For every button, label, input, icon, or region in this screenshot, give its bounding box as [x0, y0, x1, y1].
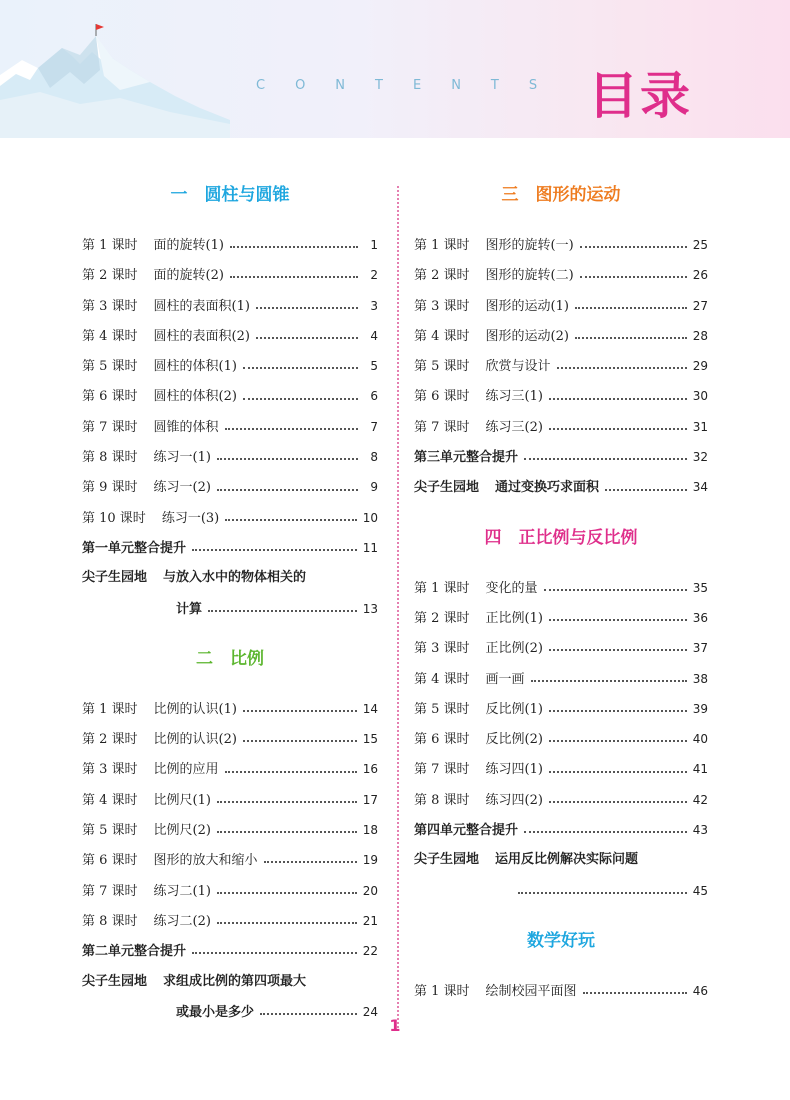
- page-ref: 32: [692, 450, 708, 465]
- unit-title: 一 圆柱与圆锥: [170, 185, 290, 205]
- lesson-name: 比例的应用: [153, 762, 219, 778]
- lesson-label: 第 2 课时: [82, 732, 138, 748]
- lesson-name: 比例的认识(2): [153, 732, 237, 748]
- leader-dots: [256, 337, 358, 339]
- unit-review-entry[interactable]: [82, 936, 378, 966]
- toc-entry[interactable]: [82, 291, 378, 321]
- toc-entry[interactable]: [82, 503, 378, 533]
- lesson-name: 欣赏与设计: [485, 359, 551, 375]
- unit-title: 二 比例: [196, 648, 264, 669]
- lesson-label: 第 8 课时: [414, 792, 470, 808]
- lesson-name: 绘制校园平面图: [485, 983, 577, 999]
- page-ref: 39: [692, 701, 708, 716]
- page-ref: 34: [692, 480, 708, 495]
- lesson-label: 第 7 课时: [82, 883, 138, 899]
- leader-dots: [518, 892, 687, 894]
- leader-dots: [243, 710, 357, 712]
- page-ref: 28: [692, 328, 708, 343]
- toc-entry[interactable]: [414, 724, 708, 754]
- lesson-label: 第 1 课时: [414, 983, 470, 999]
- page-ref: 46: [692, 983, 708, 998]
- snow-mountain-icon: [0, 0, 230, 138]
- lesson-name: 练习一(2): [153, 480, 211, 496]
- page-ref: 17: [362, 792, 378, 807]
- lesson-name: 练习一(1): [153, 450, 211, 466]
- leader-dots: [524, 831, 687, 833]
- toc-entry[interactable]: [414, 412, 708, 442]
- toc-entry[interactable]: [82, 815, 378, 845]
- toc-entry[interactable]: [414, 664, 708, 694]
- page-ref: 35: [692, 580, 708, 595]
- page-ref: 43: [692, 823, 708, 838]
- toc-entry[interactable]: [414, 260, 708, 290]
- toc-right-column: [414, 180, 708, 1006]
- lesson-label: 第 3 课时: [82, 298, 138, 314]
- lesson-label: 第 2 课时: [82, 268, 138, 284]
- toc-entry[interactable]: [414, 230, 708, 260]
- lesson-name: 圆柱的表面积(2): [153, 328, 250, 344]
- toc-entry[interactable]: [82, 351, 378, 381]
- lesson-label: 第 5 课时: [82, 359, 138, 375]
- leader-dots: [549, 710, 687, 712]
- lesson-label: 第 4 课时: [414, 328, 470, 344]
- lesson-label: 第 4 课时: [82, 792, 138, 808]
- lesson-name: 面的旋转(2): [153, 268, 224, 284]
- lesson-name: 练习三(2): [485, 419, 543, 435]
- lesson-label: 第 1 课时: [82, 701, 138, 717]
- leader-dots: [549, 771, 687, 773]
- leader-dots: [580, 276, 687, 278]
- lesson-name: 画一画: [485, 671, 525, 687]
- extra-entry-continued[interactable]: [414, 876, 708, 906]
- lesson-name: 图形的运动(1): [485, 298, 569, 314]
- leader-dots: [217, 458, 358, 460]
- page-ref: 38: [692, 671, 708, 686]
- page-ref: 7: [370, 419, 378, 434]
- toc-left-column: [82, 180, 378, 1027]
- extra-label: 尖子生园地: [414, 852, 480, 868]
- page-ref: 27: [692, 298, 708, 313]
- page-ref: 42: [692, 792, 708, 807]
- extra-name: 求组成比例的第四项最大: [163, 973, 307, 989]
- leader-dots: [531, 680, 687, 682]
- lesson-label: 第 5 课时: [82, 823, 138, 839]
- lesson-label: 第 6 课时: [82, 389, 138, 405]
- extra-name-line2: 计算: [176, 601, 203, 617]
- leader-dots: [549, 801, 687, 803]
- lesson-name: 图形的放大和缩小: [153, 853, 258, 869]
- toc-entry[interactable]: [82, 724, 378, 754]
- lesson-label: 第 5 课时: [414, 359, 470, 375]
- page-ref: 29: [692, 359, 708, 374]
- page-ref: 40: [692, 732, 708, 747]
- toc-entry[interactable]: [414, 694, 708, 724]
- toc-entry[interactable]: [414, 321, 708, 351]
- lesson-name: 练习二(1): [153, 883, 211, 899]
- page-ref: 41: [692, 762, 708, 777]
- toc-entry[interactable]: [82, 785, 378, 815]
- lesson-label: 第 8 课时: [82, 450, 138, 466]
- lesson-label: 第 4 课时: [82, 328, 138, 344]
- lesson-name: 图形的旋转(二): [485, 268, 574, 284]
- leader-dots: [230, 246, 358, 248]
- page-ref: 1: [370, 238, 378, 252]
- leader-dots: [264, 861, 357, 863]
- page-ref: 2: [370, 268, 378, 283]
- page-ref: 4: [370, 328, 378, 343]
- leader-dots: [225, 771, 357, 773]
- lesson-label: 第 2 课时: [414, 610, 470, 626]
- lesson-label: 第 7 课时: [82, 419, 138, 435]
- page-ref: 16: [362, 762, 378, 777]
- lesson-label: 第 5 课时: [414, 701, 470, 717]
- lesson-label: 第 6 课时: [82, 853, 138, 869]
- page-ref: 9: [370, 480, 378, 495]
- leader-dots: [544, 589, 687, 591]
- leader-dots: [243, 398, 358, 400]
- page-title: 目录: [588, 67, 692, 125]
- page-ref: 30: [692, 389, 708, 404]
- unit-title: 三 图形的运动: [501, 185, 621, 205]
- lesson-name: 变化的量: [485, 580, 538, 596]
- page-ref: 14: [362, 701, 378, 716]
- lesson-label: 第 10 课时: [82, 510, 146, 526]
- toc-entry[interactable]: [414, 785, 708, 815]
- page-ref: 11: [362, 540, 378, 555]
- toc-entry[interactable]: [82, 845, 378, 875]
- extra-entry[interactable]: [414, 472, 708, 502]
- page-ref: 37: [692, 641, 708, 656]
- leader-dots: [575, 307, 687, 309]
- lesson-name: 图形的运动(2): [485, 328, 569, 344]
- leader-dots: [549, 428, 687, 430]
- lesson-name: 正比例(2): [485, 641, 543, 657]
- toc-entry[interactable]: [82, 260, 378, 290]
- toc-entry[interactable]: [82, 876, 378, 906]
- header-banner: [0, 0, 790, 138]
- lesson-name: 正比例(1): [485, 610, 543, 626]
- page-ref: 22: [362, 944, 378, 959]
- leader-dots: [243, 367, 358, 369]
- extra-entry[interactable]: [82, 563, 378, 593]
- leader-dots: [217, 892, 357, 894]
- lesson-name: 反比例(2): [485, 732, 543, 748]
- page-ref: 31: [692, 419, 708, 434]
- leader-dots: [230, 276, 358, 278]
- review-name: 第一单元整合提升: [82, 540, 187, 556]
- page-ref: 13: [362, 601, 378, 616]
- extra-entry-continued[interactable]: [82, 594, 378, 624]
- leader-dots: [225, 519, 356, 521]
- leader-dots: [549, 740, 687, 742]
- toc-entry[interactable]: [82, 694, 378, 724]
- page-ref: 36: [692, 610, 708, 625]
- lesson-name: 比例的认识(1): [153, 701, 237, 717]
- leader-dots: [225, 428, 358, 430]
- leader-dots: [549, 649, 687, 651]
- leader-dots: [557, 367, 687, 369]
- lesson-label: 第 1 课时: [414, 580, 470, 596]
- toc-entry[interactable]: [414, 754, 708, 784]
- lesson-name: 练习三(1): [485, 389, 543, 405]
- page-ref: 19: [362, 853, 378, 868]
- unit-review-entry[interactable]: [414, 815, 708, 845]
- leader-dots: [549, 619, 687, 621]
- page-number: 1: [389, 1016, 401, 1035]
- lesson-name: 圆柱的体积(1): [153, 359, 237, 375]
- toc-entry[interactable]: [82, 230, 378, 260]
- lesson-name: 比例尺(1): [153, 792, 211, 808]
- flag-icon: [96, 24, 104, 30]
- page-ref: 45: [692, 883, 708, 898]
- toc-entry[interactable]: [82, 412, 378, 442]
- unit-title: 数学好玩: [527, 930, 595, 951]
- lesson-label: 第 6 课时: [414, 732, 470, 748]
- lesson-label: 第 4 课时: [414, 671, 470, 687]
- leader-dots: [243, 740, 357, 742]
- lesson-label: 第 1 课时: [82, 238, 138, 253]
- extra-name: 与放入水中的物体相关的: [163, 570, 307, 586]
- leader-dots: [217, 831, 357, 833]
- toc-entry[interactable]: [82, 754, 378, 784]
- extra-name: 通过变换巧求面积: [495, 480, 600, 496]
- unit-review-entry[interactable]: [414, 442, 708, 472]
- toc-entry[interactable]: [82, 321, 378, 351]
- page-ref: 3: [370, 298, 378, 313]
- toc-entry[interactable]: [414, 603, 708, 633]
- column-divider: [397, 186, 399, 1028]
- page-ref: 26: [692, 268, 708, 283]
- lesson-label: 第 1 课时: [414, 238, 470, 253]
- page-ref: 5: [370, 359, 378, 374]
- lesson-label: 第 3 课时: [82, 762, 138, 778]
- toc-entry[interactable]: [82, 442, 378, 472]
- lesson-name: 面的旋转(1): [153, 238, 224, 253]
- page-ref: 10: [362, 510, 378, 525]
- page-ref: 21: [362, 913, 378, 928]
- toc-entry[interactable]: [82, 381, 378, 411]
- leader-dots: [217, 922, 357, 924]
- review-name: 第四单元整合提升: [414, 823, 519, 839]
- toc-entry[interactable]: [414, 573, 708, 603]
- leader-dots: [208, 610, 357, 612]
- toc-entry[interactable]: [414, 351, 708, 381]
- page-ref: 24: [362, 1004, 378, 1019]
- page-ref: 18: [362, 823, 378, 838]
- lesson-label: 第 3 课时: [414, 641, 470, 657]
- lesson-label: 第 7 课时: [414, 762, 470, 778]
- extra-entry[interactable]: [82, 967, 378, 997]
- toc-entry[interactable]: [414, 291, 708, 321]
- extra-label: 尖子生园地: [414, 480, 480, 496]
- leader-dots: [549, 398, 687, 400]
- page-ref: 20: [362, 883, 378, 898]
- lesson-label: 第 2 课时: [414, 268, 470, 284]
- extra-label: 尖子生园地: [82, 973, 148, 989]
- lesson-name: 练习一(3): [161, 510, 220, 526]
- leader-dots: [583, 992, 687, 994]
- page-ref: 15: [362, 732, 378, 747]
- unit-review-entry[interactable]: [82, 533, 378, 563]
- leader-dots: [217, 801, 357, 803]
- extra-entry[interactable]: [414, 845, 708, 875]
- leader-dots: [217, 489, 358, 491]
- toc-entry[interactable]: [414, 976, 708, 1006]
- lesson-name: 圆柱的表面积(1): [153, 298, 250, 314]
- leader-dots: [256, 307, 358, 309]
- page-ref: 25: [692, 238, 708, 252]
- toc-entry[interactable]: [82, 906, 378, 936]
- lesson-label: 第 6 课时: [414, 389, 470, 405]
- leader-dots: [192, 549, 357, 551]
- lesson-label: 第 7 课时: [414, 419, 470, 435]
- lesson-name: 图形的旋转(一): [485, 238, 574, 253]
- lesson-name: 圆锥的体积: [153, 419, 219, 435]
- leader-dots: [192, 952, 357, 954]
- extra-name-line2: 或最小是多少: [176, 1004, 255, 1020]
- lesson-name: 练习四(1): [485, 762, 543, 778]
- lesson-name: 练习二(2): [153, 913, 211, 929]
- lesson-label: 第 8 课时: [82, 913, 138, 929]
- lesson-name: 圆柱的体积(2): [153, 389, 237, 405]
- toc-entry[interactable]: [414, 381, 708, 411]
- extra-label: 尖子生园地: [82, 570, 148, 586]
- leader-dots: [580, 246, 687, 248]
- lesson-label: 第 9 课时: [82, 480, 138, 496]
- unit-title: 四 正比例与反比例: [484, 527, 638, 548]
- leader-dots: [575, 337, 687, 339]
- review-name: 第二单元整合提升: [82, 944, 187, 960]
- lesson-name: 比例尺(2): [153, 823, 211, 839]
- toc-entry[interactable]: [82, 472, 378, 502]
- page-ref: 6: [370, 389, 378, 404]
- leader-dots: [524, 458, 687, 460]
- lesson-name: 反比例(1): [485, 701, 543, 717]
- lesson-name: 练习四(2): [485, 792, 543, 808]
- leader-dots: [260, 1013, 357, 1015]
- extra-name: 运用反比例解决实际问题: [495, 852, 639, 868]
- toc-entry[interactable]: [414, 633, 708, 663]
- page-ref: 8: [370, 450, 378, 465]
- contents-word: CONTENTS: [256, 78, 568, 93]
- leader-dots: [605, 489, 687, 491]
- lesson-label: 第 3 课时: [414, 298, 470, 314]
- review-name: 第三单元整合提升: [414, 450, 519, 466]
